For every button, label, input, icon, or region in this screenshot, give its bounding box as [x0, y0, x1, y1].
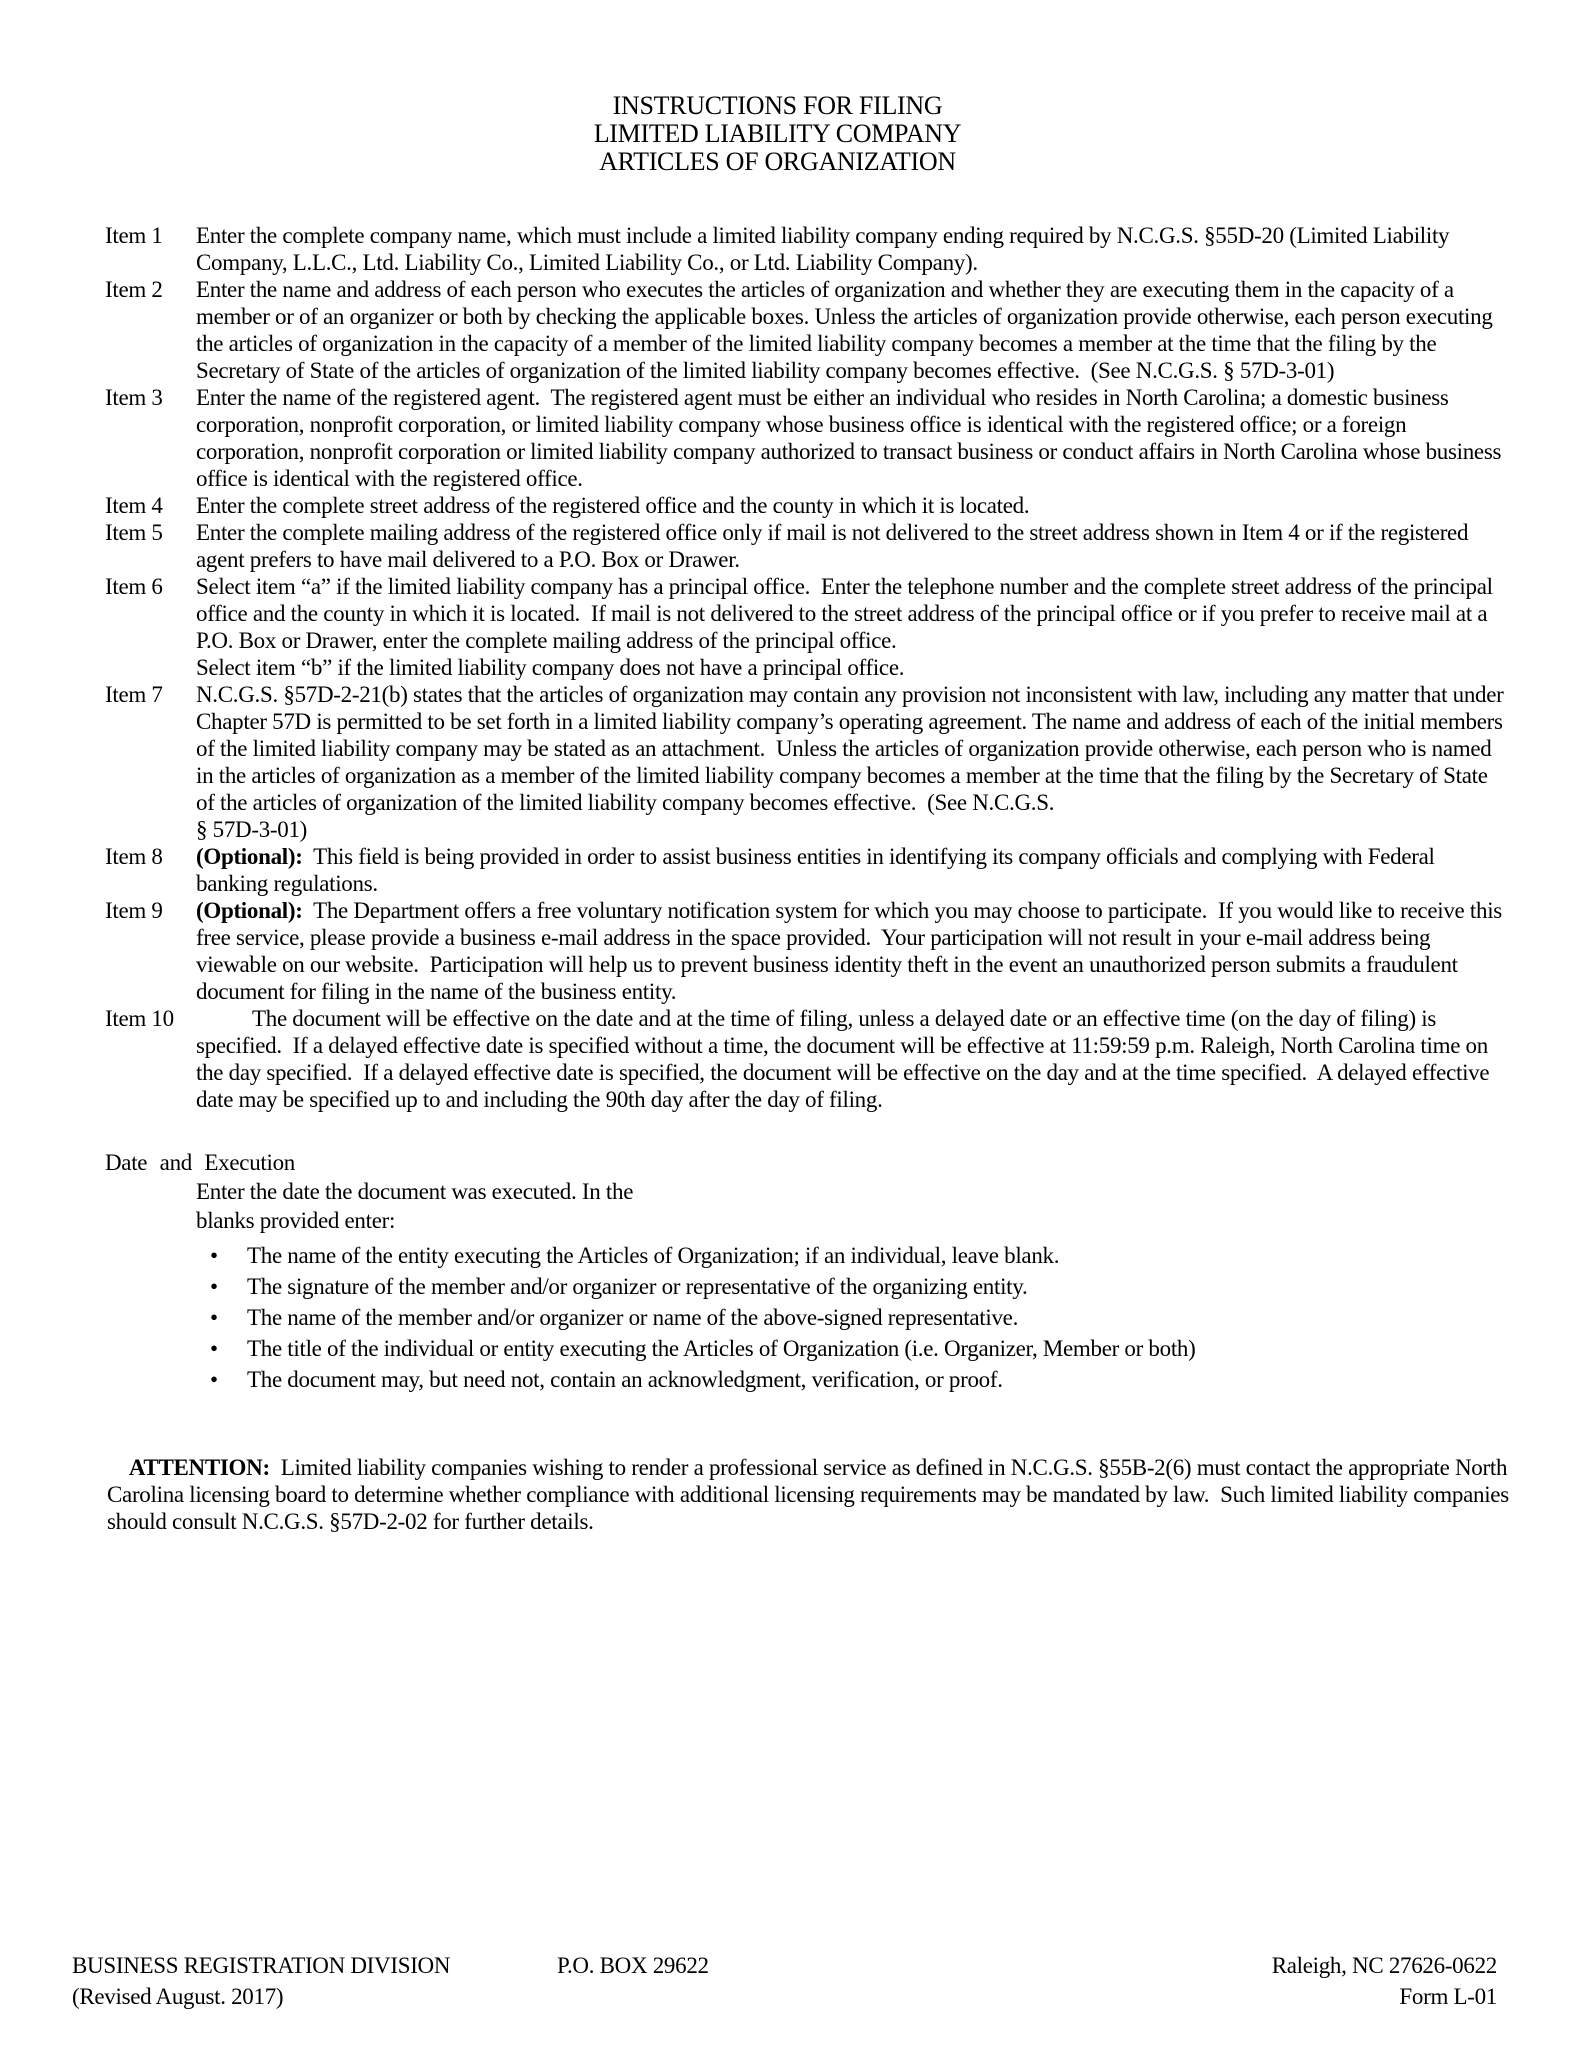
item-3-text: [196, 384, 1510, 492]
item-2-label: Item 2: [105, 277, 163, 302]
execution-bullet-list: [105, 1242, 1510, 1393]
attention-label: ATTENTION:: [128, 1455, 270, 1480]
execution-bullet-3: • The name of the member and/or organizer or name of the above-signed representative.: [210, 1304, 1510, 1331]
item-1-body: Enter the complete company name, which must include a limited liability company ending required by N.C.G.S. §55D-20 (Limited Liability Company, L.L.C., Ltd. Liability Co., Limited Liability Co., or Ltd. Liability Company).: [196, 223, 1455, 275]
item-6-body-2: Select item “b” if the limited liability company does not have a principal office.: [196, 655, 905, 680]
item-3-label: Item 3: [105, 385, 163, 410]
item-7: [105, 681, 1510, 843]
item-5: [105, 519, 1510, 573]
item-5-body: Enter the complete mailing address of the registered office only if mail is not delivered to the street address shown in Item 4 or if the registered agent prefers to have mail delivered to a P.O. Box or Drawer.: [196, 520, 1474, 572]
item-10-body: The document will be effective on the date and at the time of filing, unless a delayed date or an effective time (on the day of filing) is specified. If a delayed effective date is specified without a time, the document will be effective at 11:59:59 p.m. Raleigh, North Carolina time on the day specified. If a delayed effective date is specified, the document will be effective on the day and at the time specified. A delayed effective date may be specified up to and including the 90th day after the day of filing.: [196, 1006, 1495, 1112]
item-3: [105, 384, 1510, 492]
item-1-text: [196, 222, 1510, 276]
footer-revised-date: (Revised August. 2017): [72, 1984, 284, 2009]
item-7-label: Item 7: [105, 682, 163, 707]
execution-bullet-1: • The name of the entity executing the Articles of Organization; if an individual, leave blank.: [210, 1242, 1510, 1269]
item-7-text: [196, 681, 1510, 843]
document-title: [105, 92, 1450, 176]
item-4-label: Item 4: [105, 493, 163, 518]
item-6-body: Select item “a” if the limited liability company has a principal office. Enter the telephone number and the complete street address of the principal office and the county in which it is located. If mail is not delivered to the street address of the principal office or if you prefer to receive mail at a P.O. Box or Drawer, enter the complete mailing address of the principal office.: [196, 574, 1499, 653]
execution-bullet-5: • The document may, but need not, contain an acknowledgment, verification, or proof.: [210, 1366, 1510, 1393]
footer-division: BUSINESS REGISTRATION DIVISION: [72, 1953, 451, 1978]
item-9-text: [196, 897, 1510, 1005]
attention-paragraph: [107, 1427, 1515, 1562]
instruction-items: [105, 222, 1510, 1113]
item-10-text: [196, 1005, 1510, 1113]
item-7-body-2: § 57D-3-01): [196, 817, 308, 842]
title-line-3: ARTICLES OF ORGANIZATION: [599, 147, 956, 176]
item-1: [105, 222, 1510, 276]
item-1-label: Item 1: [105, 223, 163, 248]
item-6: [105, 573, 1510, 681]
item-2-body: Enter the name and address of each person who executes the articles of organization and whether they are executing them in the capacity of a member or of an organizer or both by checking the applicable boxes. Unless the articles of organization provide otherwise, each person executing the articles of organization in the capacity of a member of the limited liability company becomes a member at the time that the filing by the Secretary of State of the articles of organization of the limited liability company becomes effective. (See N.C.G.S. § 57D-3-01): [196, 277, 1498, 383]
item-6-text: [196, 573, 1510, 681]
item-9-optional-label: (Optional):: [196, 898, 303, 923]
footer-left: [72, 1950, 450, 2012]
item-3-body: Enter the name of the registered agent. The registered agent must be either an individual who resides in North Carolina; a domestic business corporation, nonprofit corporation, or limited liability company whose business office is identical with the registered office; or a foreign corporation, nonprofit corporation or limited liability company authorized to transact business or conduct affairs in North Carolina whose business office is identical with the registered office.: [196, 385, 1507, 491]
date-and-execution-section: [105, 1149, 1510, 1393]
footer-right: [1272, 1950, 1497, 2012]
date-and-execution-heading: Date and Execution: [105, 1150, 295, 1175]
footer-form-number: Form L-01: [1399, 1984, 1497, 2009]
execution-intro-line-1: Enter the date the document was executed. In the: [196, 1179, 634, 1204]
item-8-label: Item 8: [105, 844, 163, 869]
page-footer: [72, 1950, 1497, 2012]
execution-bullet-2: • The signature of the member and/or organizer or representative of the organizing entity.: [210, 1273, 1510, 1300]
item-8-body: This field is being provided in order to assist business entities in identifying its company officials and complying with Federal banking regulations.: [196, 844, 1441, 896]
item-10: [105, 1005, 1510, 1113]
item-4: [105, 492, 1510, 519]
item-4-body: Enter the complete street address of the registered office and the county in which it is located.: [196, 493, 1030, 518]
title-line-2: LIMITED LIABILITY COMPANY: [593, 119, 962, 148]
item-7-body: N.C.G.S. §57D-2-21(b) states that the articles of organization may contain any provision not inconsistent with law, including any matter that under Chapter 57D is permitted to be set forth in a limited liability company’s operating agreement. The name and address of each of the initial members of the limited liability company may be stated as an attachment. Unless the articles of organization provide otherwise, each person who is named in the articles of organization as a member of the limited liability company becomes a member at the time that the filing by the Secretary of State of the articles of organization of the limited liability company becomes effective. (See N.C.G.S.: [196, 682, 1509, 815]
item-2-text: [196, 276, 1510, 384]
item-10-label: Item 10: [105, 1006, 174, 1031]
execution-bullet-4: • The title of the individual or entity executing the Articles of Organization (i.e. Organizer, Member or both): [210, 1335, 1510, 1362]
item-9-body: The Department offers a free voluntary notification system for which you may choose to participate. If you would like to receive this free service, please provide a business e-mail address in the space provided. Your participation will not result in your e-mail address being viewable on our website. Participation will help us to prevent business identity theft in the event an unauthorized person submits a fraudulent document for filing in the name of the business entity.: [196, 898, 1508, 1004]
item-5-text: [196, 519, 1510, 573]
item-8: [105, 843, 1510, 897]
item-8-optional-label: (Optional):: [196, 844, 303, 869]
item-9: [105, 897, 1510, 1005]
execution-intro-line-2: blanks provided enter:: [196, 1208, 396, 1233]
footer-city-zip: Raleigh, NC 27626-0622: [1271, 1953, 1497, 1978]
item-4-text: [196, 492, 1510, 519]
item-6-label: Item 6: [105, 574, 163, 599]
item-8-text: [196, 843, 1510, 897]
title-line-1: INSTRUCTIONS FOR FILING: [612, 91, 943, 120]
footer-po-box: P.O. BOX 29622: [557, 1953, 709, 1978]
item-2: [105, 276, 1510, 384]
item-9-label: Item 9: [105, 898, 163, 923]
item-5-label: Item 5: [105, 520, 163, 545]
attention-body: Limited liability companies wishing to render a professional service as defined in N.C.G.S. §55B-2(6) must contact the appropriate North Carolina licensing board to determine whether compliance with additional licensing requirements may be mandated by law. Such limited liability companies should consult N.C.G.S. §57D-2-02 for further details.: [107, 1455, 1515, 1534]
